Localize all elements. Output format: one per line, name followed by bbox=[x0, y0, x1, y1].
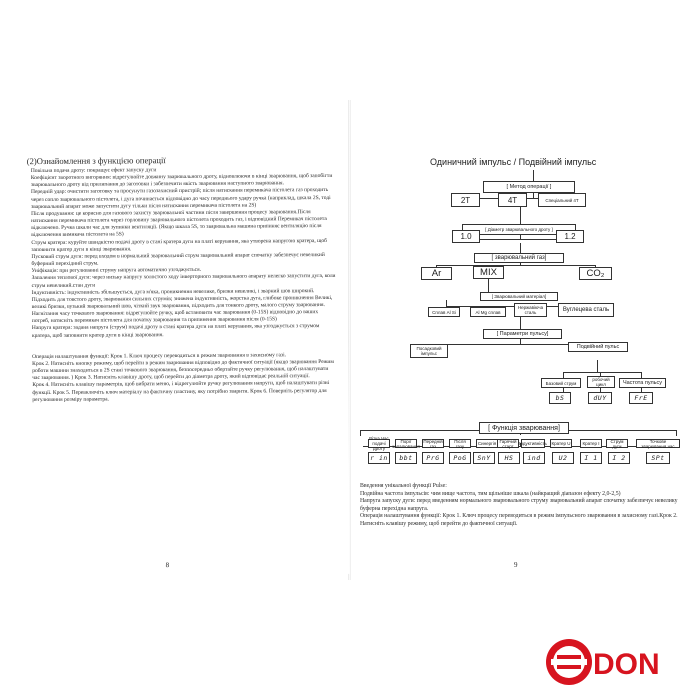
function-display: PrG bbox=[422, 452, 444, 464]
connector-line bbox=[597, 360, 598, 372]
function-display: U2 bbox=[552, 452, 574, 464]
base-current-display: bS bbox=[549, 392, 571, 404]
paragraph: Напруга запуску дуги: перед введенням нормального зварювального струму зварювальний апарат спочатку забезпечує невелику буферна перехідна напруга. bbox=[360, 498, 678, 512]
pulse-type-double: Подвійний пульс bbox=[568, 342, 628, 352]
welding-function-label: [ Функція зварювання] bbox=[479, 422, 569, 434]
connector-line bbox=[466, 239, 570, 240]
pulse-frequency-display: FrE bbox=[629, 392, 653, 404]
paragraph: Крок 4. Натисніть клавішу параметрів, щоб вибрати меню, і відрегулюйте ручку регулювання напруги, щоб налаштувати різні функції. Крок 5. Перевключіть ключ матеріалу на фактичну пластину, яку потрібно зварити. Крок 6. Поверніть регулятор для регулювання розміру параметра. bbox=[32, 380, 330, 403]
welding-gas-label: [ зварювальний газ] bbox=[474, 253, 564, 263]
connector-line bbox=[520, 207, 521, 224]
paragraph: Подвійна частота імпульсів: чим вище частота, тим щільніше шкала (найкращий діапазон ефекту 2,0-2,5) bbox=[360, 490, 621, 497]
function-label: Індуктивність bbox=[519, 441, 547, 446]
function-display: HS bbox=[498, 452, 520, 464]
paragraph: Запалення теплової дуги: через низьку напругу холостого ходу інверторного зварювального апарату нелегко запустити дуга, коли струм невеликий.стан дуги bbox=[31, 273, 336, 289]
connector-line bbox=[488, 278, 489, 292]
pulse-parameters-label: [ Параметри пульсу] bbox=[483, 329, 562, 339]
function-display: I 1 bbox=[580, 452, 602, 464]
paragraph: Коефіцієнт зворотного вигоряння: відрегулюйте довжину зварювального дроту, відновлюючи в кінці зварювання, щоб запобігти зварювального дроту від прилипання до заготовки і забезпечити якість зварювання наступного зварювання. bbox=[30, 173, 333, 189]
method-4t: 4T bbox=[498, 193, 527, 207]
paragraph: Індуктивність: індуктивність збільшується, дуга м'яка, проникнення невелике, бризки невеликі, і зварний шов широкий. Підходить для товстого дроту, зварювання сильних струмів; знижена індуктивність, жорстка дуга, глибоке проникнення Великі, великі бризки, вузький зварювальний шов, чіткий звук зварювання, підходить для тонкого дроту, малого струму зварювання. bbox=[31, 287, 333, 311]
logo-bar bbox=[557, 665, 581, 669]
pulse-frequency-label: Частота пульсу bbox=[619, 378, 666, 388]
material-stainless: Нержавіюча сталь bbox=[514, 303, 547, 317]
duty-cycle-label: робочий цикл bbox=[587, 376, 615, 388]
paragraph: Введення унікальної функції Pulse: bbox=[360, 483, 447, 489]
connector-line bbox=[436, 265, 596, 266]
page-number: 9 bbox=[514, 561, 518, 569]
paragraph: Передній удар: очистити заготовку та просунути газозахисний пристрій; після натискання перемикача пістолета газ проходить через сопло зварювального пістолета, і дуга починається відповідно до часу переднього удару ручка (наприклад, шкала 2S, тоді зварювальний апарат може запустити дугу тільки після натискання перемикача пістолета на 2S) bbox=[30, 187, 331, 210]
function-display: r in bbox=[368, 452, 390, 464]
paragraph: Операція налаштування функції: Крок 1. Ключ процесу переводиться в режим імпульсного зварювання в захисному газі.Крок 2. Натисніть клавішу режиму, щоб перейти до фактичної ситуації. bbox=[360, 513, 678, 527]
paragraph: Після продування: це корисно для газового захисту зварювальної частини після завершення процесу зварювання.Після натискання перемикача пістолета через горловину зварювального пістолета проходить газ, і відповідний Перемикач пістолета відключено. Ручка шкали час для зупинки вентиляції. (Якщо шкала 5S, то зварювальна машина припиняє вентиляцію після відключення вимикача пістолета на 5S) bbox=[31, 209, 327, 239]
gas-co2: CO₂ bbox=[579, 267, 612, 280]
function-label: Синергія bbox=[477, 441, 497, 446]
left-page bbox=[16, 104, 349, 576]
function-label: Гарячий старт bbox=[497, 439, 519, 448]
method-special-4t: Спеціальний 4Т bbox=[538, 193, 586, 207]
operation-method-label: [ Метод операції ] bbox=[483, 181, 575, 193]
connector-line bbox=[563, 372, 642, 373]
edon-logo bbox=[543, 636, 700, 691]
logo-bar bbox=[557, 655, 581, 659]
function-label: Струм дуги bbox=[606, 439, 628, 448]
paragraph: Пусковий струм дуги: перед входом в нормальний зварювальний струм зварювальний апарат спочатку забезпечує невеликий буферний перехідний струм. bbox=[31, 251, 325, 268]
welding-material-label: [ Зварювальний матеріал] bbox=[480, 292, 558, 301]
function-label: Точкове зварювання час bbox=[636, 439, 680, 448]
logo-bar bbox=[551, 659, 587, 665]
function-label: Передній газ bbox=[423, 438, 443, 449]
function-display: bbt bbox=[395, 452, 417, 464]
material-carbon-steel: Вуглецева сталь bbox=[558, 303, 614, 317]
connector-line bbox=[520, 243, 521, 253]
connector-line bbox=[360, 430, 361, 436]
function-display: SnY bbox=[473, 452, 495, 464]
function-display: ind bbox=[523, 452, 545, 464]
paragraph: Уніфікація: при регулюванні струму напруга автоматично узгоджується. bbox=[31, 267, 202, 275]
material-al-mg: Al Mg сплав bbox=[470, 307, 506, 317]
left-page-heading: (2)Ознайомлення з функцією операції bbox=[26, 155, 166, 167]
gas-mix: MIX bbox=[473, 266, 504, 279]
right-page-body bbox=[360, 483, 690, 528]
pulse-type-landing: Посадковий імпульс bbox=[410, 344, 448, 358]
function-display: PoG bbox=[449, 452, 471, 464]
wire-diameter-label: [ Діаметр зварювального дроту ] bbox=[462, 224, 576, 235]
paragraph: Нагнітання часу точкового зварювання: відрегулюйте ручку, щоб встановити час зварювання (0-15S) відповідно до ваших потреб, натисніть перемикач пістолета для початку зварювання та припинення зварювання після (0-15S) bbox=[31, 309, 319, 325]
paragraph: Крок 2. Натисніть кнопку режиму, щоб перейти в режим зварювання відповідно до фактичної ситуації (якщо зварювання Режим роботи машини знаходиться в 2S стані точкового зварювання, безпосередньо обертайте ручку регулювання, щоб налаштувати час зварювання. ) Крок 3. Натисніть клавішу дроту, щоб перейти до діаметра дроту, який відповідає реальній ситуації. bbox=[32, 358, 334, 382]
logo-text: DON bbox=[593, 648, 660, 681]
wire-1-0: 1.0 bbox=[452, 230, 480, 243]
function-label: Кратер U bbox=[551, 441, 571, 446]
paragraph: Напруга кратера: задана напруга (струм) подачі дроту в стані кратера дуги на платі керування, яка узгоджується з струмом кратера, щоб заповнити кратер дуги в кінці зварювання. bbox=[31, 323, 320, 339]
page-number: 8 bbox=[165, 561, 170, 570]
function-label: Після газу bbox=[449, 439, 471, 448]
duty-cycle-display: dUY bbox=[588, 392, 612, 404]
paragraph: Операція налаштування функції: Крок 1. Ключ процесу переводиться в режим зварювання в захисному газі. bbox=[32, 352, 287, 360]
wire-1-2: 1.2 bbox=[556, 230, 584, 243]
function-label: Вітка Час подачі дроту bbox=[369, 436, 389, 451]
function-label: Поріг запалювання bbox=[392, 438, 420, 449]
material-al-si: Сплав Al Si bbox=[428, 307, 460, 317]
method-2t: 2T bbox=[451, 193, 480, 207]
paragraph: Повільна подача дроту: покращує ефект запуску дуги bbox=[30, 167, 157, 175]
diagram-title: Одиничний імпульс / Подвійний імпульс bbox=[430, 157, 597, 167]
function-display: I 2 bbox=[608, 452, 630, 464]
base-current-label: Базовий струм bbox=[541, 378, 581, 388]
gas-ar: Ar bbox=[421, 267, 452, 280]
function-display: SPt bbox=[646, 452, 670, 464]
connector-line bbox=[520, 317, 521, 329]
connector-line bbox=[676, 430, 677, 436]
paragraph: Струм кратера: куруйте швидкістю подачі дроту в стані кратера дуги на платі керування, яка утворена напругою кратера, щоб заповнити кратер дуги в кінці зварювання. bbox=[31, 237, 327, 253]
function-label: Кратер I bbox=[580, 439, 602, 448]
left-page-body bbox=[31, 166, 338, 404]
